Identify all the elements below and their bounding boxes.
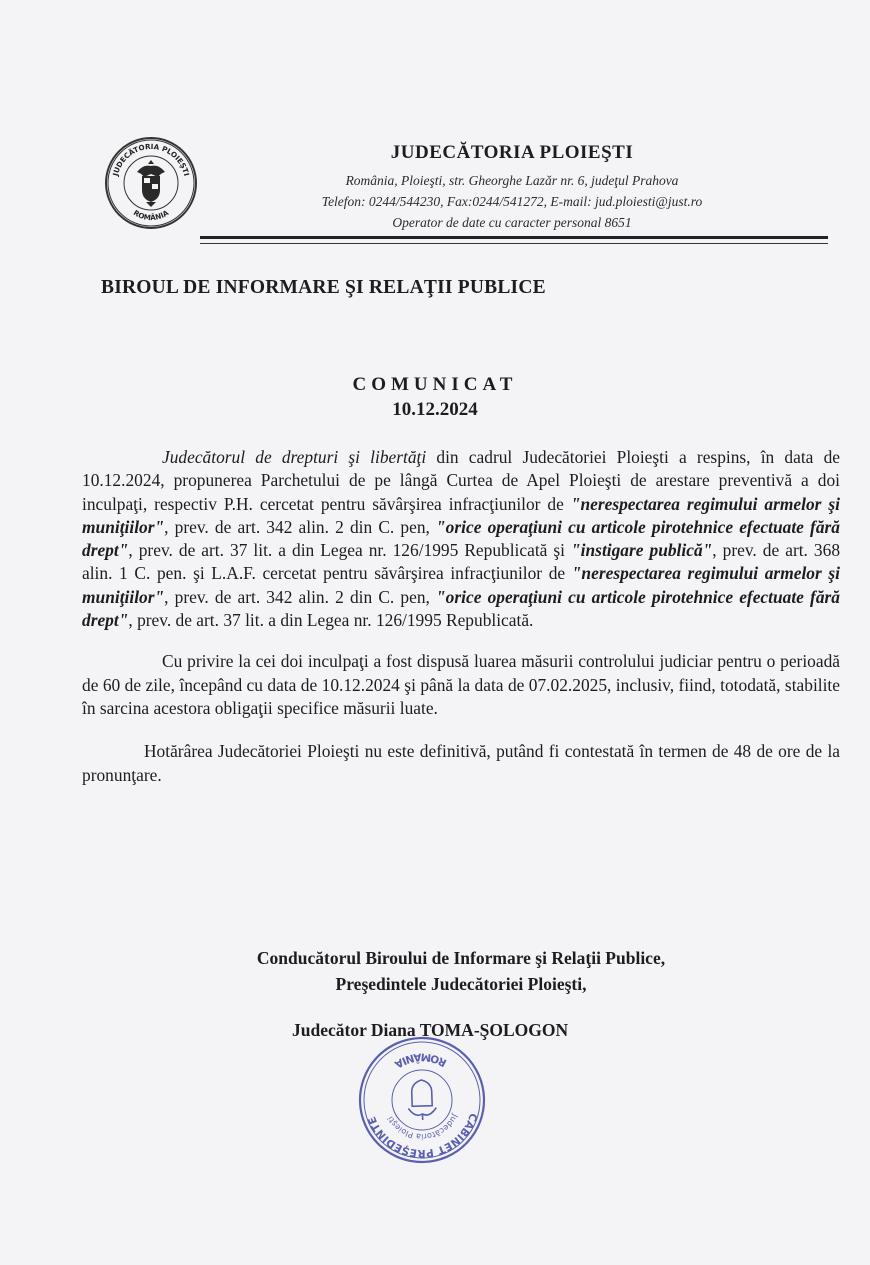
p1-text-4: , prev. de art. 368 alin. 1 C. pen. şi L.A.F. cercetat pentru săvârşirea infracţiunilor de [82, 540, 841, 584]
document-body [82, 446, 840, 802]
offence-pyrotechnics-2: "orice operaţiuni cu articole pirotehnice efectuate fără drept" [82, 586, 840, 631]
title-date: 10.12.2024 [392, 399, 478, 420]
p1-text-6: , prev. de art. 37 lit. a din Legea nr. 126/1995 Republicată. [128, 610, 534, 631]
office-name: BIROUL DE INFORMARE ŞI RELAŢII PUBLICE [101, 277, 546, 298]
paragraph-appeal: Hotărârea Judecătoriei Ploieşti nu este definitivă, putând fi contestată în termen de 48 de ore de la pronunţare. [82, 741, 840, 785]
stamp-text-inner: Judecătoria Ploieşti [385, 1112, 460, 1142]
p1-text-5: , prev. de art. 342 alin. 2 din C. pen, [164, 586, 437, 607]
court-seal-icon [104, 136, 198, 230]
signature-role-2: Preşedintele Judecătoriei Ploieşti, [335, 974, 587, 994]
offence-pyrotechnics-1: "orice operaţiuni cu articole pirotehnice efectuate fără drept" [82, 516, 840, 561]
p1-text-2: , prev. de art. 342 alin. 2 din C. pen, [164, 516, 437, 537]
data-operator-line: Operator de date cu caracter personal 8651 [392, 215, 632, 230]
signature-block [0, 945, 870, 997]
header-rule-thin [200, 243, 828, 244]
p1-text-1: din cadrul Judecătoriei Ploieşti a respins, în data de 10.12.2024, propunerea Parchetului de pe lângă Curtea de Apel Ploieşti de arestare preventivă a doi inculpaţi, respectiv P.H. cercetat pentru săvârşirea infracţiunilor de [82, 447, 840, 514]
document-title [0, 372, 870, 422]
title-comunicat: COMUNICAT [352, 374, 518, 395]
institution-contact: Telefon: 0244/544230, Fax:0244/541272, E-mail: jud.ploiesti@just.ro [321, 194, 703, 209]
institution-address: România, Ploieşti, str. Gheorghe Lazăr nr. 6, judeţul Prahova [345, 173, 679, 188]
paragraph-decision [82, 446, 840, 632]
header-rule-thick [200, 236, 828, 239]
judge-name: Judecător Diana TOMA-ŞOLOGON [292, 1020, 569, 1040]
paragraph-judicial-control: Cu privire la cei doi inculpaţi a fost dispusă luarea măsurii controlului judiciar pentru o perioadă de 60 de zile, începând cu data de 10.12.2024 şi până la data de 07.02.2025, inclusiv, fiind, totodată, stabilite în sarcina acestora obligaţii specifice măsurii luate. [82, 651, 840, 718]
p1-text-3: , prev. de art. 37 lit. a din Legea nr. 126/1995 Republicată şi [128, 540, 572, 561]
offence-weapons-2: "nerespectarea regimului armelor şi muniţiilor" [82, 563, 840, 607]
svg-text:ROMÂNIA [391, 1050, 449, 1071]
offence-instigation: "instigare publică" [571, 540, 713, 561]
judge-rights-phrase: Judecătorul de drepturi şi libertăţi [162, 447, 427, 467]
letterhead [282, 142, 742, 233]
stamp-text-bottom: ROMÂNIA [392, 1050, 449, 1071]
stamp-text-top: CABINET PREŞEDINTE [366, 1111, 480, 1160]
seal-text-bottom: ROMÂNIA [131, 208, 171, 223]
president-stamp-icon [352, 1030, 492, 1170]
institution-name: JUDECĂTORIA PLOIEŞTI [390, 142, 634, 163]
seal-text-top: JUDECĂTORIA PLOIEŞTI [110, 141, 192, 177]
signature-role-1: Conducătorul Biroului de Informare şi Relaţii Publice, [256, 948, 666, 968]
offence-weapons-1: "nerespectarea regimului armelor şi muniţiilor" [82, 493, 840, 537]
